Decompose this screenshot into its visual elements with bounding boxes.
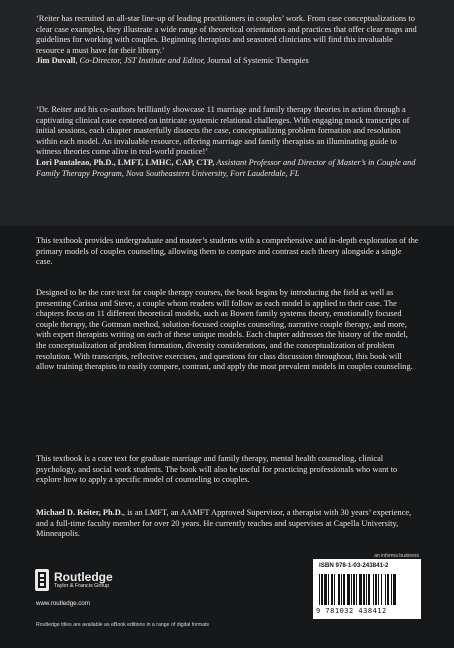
description-paragraph-3 — [36, 454, 420, 486]
publisher-url: www.routledge.com — [36, 600, 90, 607]
quote-author-name: Jim Duvall — [36, 56, 76, 66]
endorsement-quote-2 — [36, 105, 420, 179]
routledge-logo-icon — [35, 569, 49, 591]
endorsement-quote-1 — [36, 14, 420, 67]
quote-author-title: , Co-Director, JST Institute and Editor, — [75, 56, 206, 66]
barcode-icon — [319, 574, 415, 605]
description-paragraph-2 — [36, 288, 420, 373]
description-paragraph-1 — [36, 236, 420, 268]
barcode-digits: 9 781032 438412 — [316, 607, 387, 615]
description-text: This textbook is a core text for graduate marriage and family therapy, mental health counseling, clinical psychology, and social work students. The book will also be useful for practicing professionals who want to explore how to apply a specific model of counseling to couples. — [36, 454, 398, 485]
publisher-name: Routledge — [54, 569, 113, 584]
publisher-group: Taylor & Francis Group — [54, 582, 110, 589]
author-name: Michael D. Reiter, Ph.D. — [36, 508, 123, 517]
publisher-name-block — [54, 571, 113, 590]
description-text: Designed to be the core text for couple therapy courses, the book begins by introducing the field as well as presenting Carissa and Steve, a couple whom readers will follow as each model is applied to their case. The chapters focus on 11 different theoretical models, such as Bowen family systems theory, emotionally focused couple therapy, the Gottman method, solution-focused couples counseling, narrative couple therapy, and more, with expert therapists writing on each of these unique models. Each chapter addresses the history of the model, the conceptualization of problem formation, diversity considerations, and the conceptualization of problem resolution. With transcripts, reflective exercises, and questions for class discussion throughout, this book will allow training therapists to easily compare, contrast, and apply the most prevalent models in couples counseling. — [36, 288, 413, 372]
author-bio-text — [36, 508, 420, 540]
author-description: , is an LMFT, an AAMFT Approved Supervisor, a therapist with 30 years’ experience, and a full-time faculty member for over 20 years. He currently teaches and supervises at Capella University, Minneapolis. — [36, 508, 412, 539]
quote-author-name: Lori Pantaleao, Ph.D., LMFT, LMHC, CAP, CTP, — [36, 157, 215, 167]
quote-journal: Journal of Systemic Therapies — [205, 56, 309, 66]
isbn-label: ISBN 978-1-03-243841-2 — [319, 562, 389, 569]
description-text: This textbook provides undergraduate and master’s students with a comprehensive and in-depth exploration of the primary models of couples counseling, allowing them to compare and contrast each theory alongside a single case. — [36, 236, 419, 267]
publisher-logo — [35, 569, 113, 591]
ebook-footnote: Routledge titles are available as eBook editions in a range of digital formats — [36, 622, 210, 628]
quote-text: ‘Dr. Reiter and his co-authors brilliantly showcase 11 marriage and family therapy theories in action through a captivating clinical case centered on intricate systemic relational challenges. With engaging mock transcripts of initial sessions, each chapter masterfully dissects the case, conceptualizing problem formation and resolution within each model. An invaluable resource, offering marriage and family therapists an illuminating guide to witness theories come alive in real-world practice!’ — [36, 105, 410, 157]
quote-attribution — [36, 56, 420, 67]
quote-attribution — [36, 158, 420, 179]
barcode-block — [313, 559, 421, 619]
quote-text: ‘Reiter has recruited an all-star line-up of leading practitioners in couples’ work. From case conceptualizations to clear case examples, they illustrate a wide range of theoretical orientations and practices that offer clear maps and guidelines for working with couples. Beginning therapists and seasoned clinicians will find this invaluable resource a must have for their library.’ — [36, 14, 417, 55]
informa-tagline: an informa business — [374, 553, 419, 559]
author-bio — [36, 508, 420, 540]
quote-author-title: Assistant Professor and Director of Master’s in Couple and Family Therapy Program, Nova Southeastern University, Fort Lauderdale, FL — [36, 157, 416, 178]
